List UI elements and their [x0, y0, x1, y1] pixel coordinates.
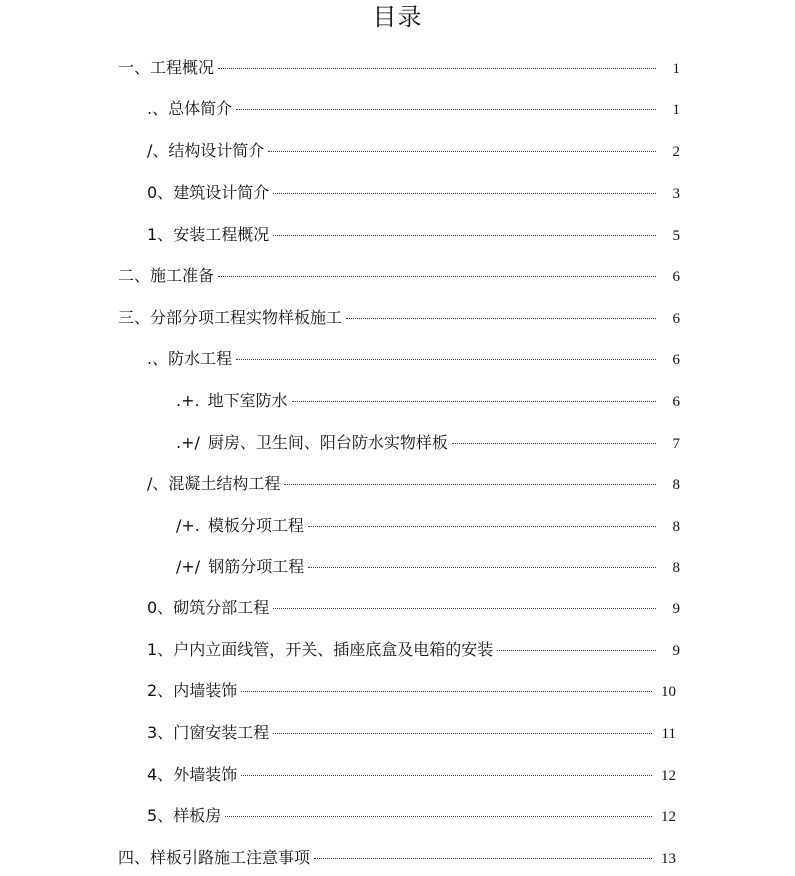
toc-entry-text: 地下室防水 — [207, 391, 288, 410]
toc-entry[interactable] — [147, 803, 676, 829]
toc-dot-leader — [308, 525, 656, 527]
toc-entry-page: 6 — [672, 394, 680, 410]
toc-entry-page: 8 — [672, 477, 680, 493]
toc-entry-page: 3 — [672, 186, 680, 202]
toc-entry-text: 工程概况 — [150, 58, 215, 77]
toc-entry-number: 2、 — [147, 681, 174, 700]
toc-entry-text: 户内立面线管，开关、插座底盒及电箱的安装 — [173, 640, 494, 659]
toc-dot-leader — [292, 400, 656, 402]
toc-dot-leader — [308, 566, 656, 568]
toc-entry[interactable] — [147, 222, 680, 248]
toc-entry-page: 13 — [661, 851, 676, 867]
toc-dot-leader — [284, 483, 656, 485]
toc-entry-number: 1、 — [147, 225, 174, 244]
toc-dot-leader — [236, 108, 656, 110]
toc-entry-page: 2 — [672, 144, 680, 160]
toc-entry-number: .、 — [147, 99, 169, 118]
toc-entry[interactable] — [147, 762, 676, 788]
toc-entry-text: 样板房 — [173, 806, 222, 825]
toc-dot-leader — [225, 815, 652, 817]
toc-entry-text: 结构设计简介 — [168, 141, 265, 160]
toc-entry-number: 三、 — [118, 308, 151, 327]
toc-entry-page: 9 — [672, 643, 680, 659]
toc-entry-page: 1 — [672, 61, 680, 77]
toc-entry-number: 3、 — [147, 723, 174, 742]
toc-entry-page: 6 — [672, 269, 680, 285]
toc-entry-number: 4、 — [147, 765, 174, 784]
toc-entry-text: 厨房、卫生间、阳台防水实物样板 — [207, 433, 448, 452]
toc-entry-number: /、 — [147, 474, 169, 493]
toc-dot-leader — [497, 649, 656, 651]
toc-dot-leader — [346, 317, 656, 319]
toc-dot-leader — [268, 150, 656, 152]
toc-entry-number: /、 — [147, 141, 169, 160]
toc-dot-leader — [273, 732, 652, 734]
toc-entry-text: 砌筑分部工程 — [173, 598, 270, 617]
toc-entry-number: 0、 — [147, 183, 174, 202]
toc-entry-text: 内墙装饰 — [173, 681, 238, 700]
toc-entry[interactable] — [176, 388, 680, 414]
toc-entry-number: 一、 — [118, 58, 151, 77]
toc-entry-page: 5 — [672, 228, 680, 244]
toc-entry-text: 混凝土结构工程 — [168, 474, 281, 493]
toc-entry-number: .+/ — [176, 433, 200, 452]
toc-dot-leader — [236, 358, 656, 360]
toc-dot-leader — [241, 690, 652, 692]
toc-entry[interactable] — [147, 471, 680, 497]
toc-entry[interactable] — [147, 720, 676, 746]
toc-entry-page: 9 — [672, 601, 680, 617]
toc-entry[interactable] — [147, 637, 680, 663]
toc-entry[interactable] — [118, 845, 676, 871]
toc-dot-leader — [273, 192, 656, 194]
toc-dot-leader — [218, 67, 656, 69]
toc-entry[interactable] — [147, 595, 680, 621]
toc-entry-text: 钢筋分项工程 — [208, 557, 305, 576]
toc-entry-number: .、 — [147, 349, 169, 368]
toc-entry-page: 12 — [661, 809, 676, 825]
toc-entry-page: 6 — [672, 352, 680, 368]
toc-entry[interactable] — [176, 513, 680, 539]
toc-entry-text: 总体简介 — [168, 99, 233, 118]
toc-entry-page: 7 — [672, 436, 680, 452]
toc-entry-page: 11 — [661, 726, 676, 742]
toc-entry-number: .+. — [176, 391, 200, 410]
toc-entry-text: 外墙装饰 — [173, 765, 238, 784]
toc-entry-number: /+. — [176, 516, 200, 535]
toc-entry-number: 二、 — [118, 266, 151, 285]
toc-entry[interactable] — [147, 180, 680, 206]
toc-entry-text: 防水工程 — [168, 349, 233, 368]
toc-dot-leader — [241, 774, 652, 776]
toc-entry-page: 8 — [672, 560, 680, 576]
toc-entry-page: 8 — [672, 519, 680, 535]
toc-entry-text: 安装工程概况 — [173, 225, 270, 244]
toc-entry-text: 施工准备 — [150, 266, 215, 285]
toc-entry[interactable] — [118, 55, 680, 81]
toc-dot-leader — [218, 275, 656, 277]
toc-entry[interactable] — [176, 430, 680, 456]
toc-entry[interactable] — [176, 554, 680, 580]
toc-entry-text: 门窗安装工程 — [173, 723, 270, 742]
toc-entry-text: 模板分项工程 — [207, 516, 304, 535]
toc-entry-text: 分部分项工程实物样板施工 — [150, 308, 343, 327]
toc-title: 目录 — [372, 3, 423, 31]
toc-entry-number: /+/ — [176, 557, 201, 576]
toc-entry-page: 1 — [672, 102, 680, 118]
toc-dot-leader — [273, 607, 656, 609]
toc-entry-text: 样板引路施工注意事项 — [150, 848, 311, 867]
toc-entry-number: 0、 — [147, 598, 174, 617]
toc-entry-number: 1、 — [147, 640, 174, 659]
toc-entry[interactable] — [147, 138, 680, 164]
toc-dot-leader — [314, 857, 652, 859]
toc-entry-number: 5、 — [147, 806, 174, 825]
toc-entry[interactable] — [147, 346, 680, 372]
toc-entry-page: 6 — [672, 311, 680, 327]
toc-entry-text: 建筑设计简介 — [173, 183, 270, 202]
toc-entry[interactable] — [118, 305, 680, 331]
toc-entry[interactable] — [147, 96, 680, 122]
toc-dot-leader — [273, 234, 656, 236]
toc-entry-page: 10 — [661, 684, 676, 700]
toc-entry-number: 四、 — [118, 848, 151, 867]
toc-entry[interactable] — [118, 263, 680, 289]
toc-entry[interactable] — [147, 678, 676, 704]
toc-entry-page: 12 — [661, 768, 676, 784]
toc-dot-leader — [452, 442, 656, 444]
